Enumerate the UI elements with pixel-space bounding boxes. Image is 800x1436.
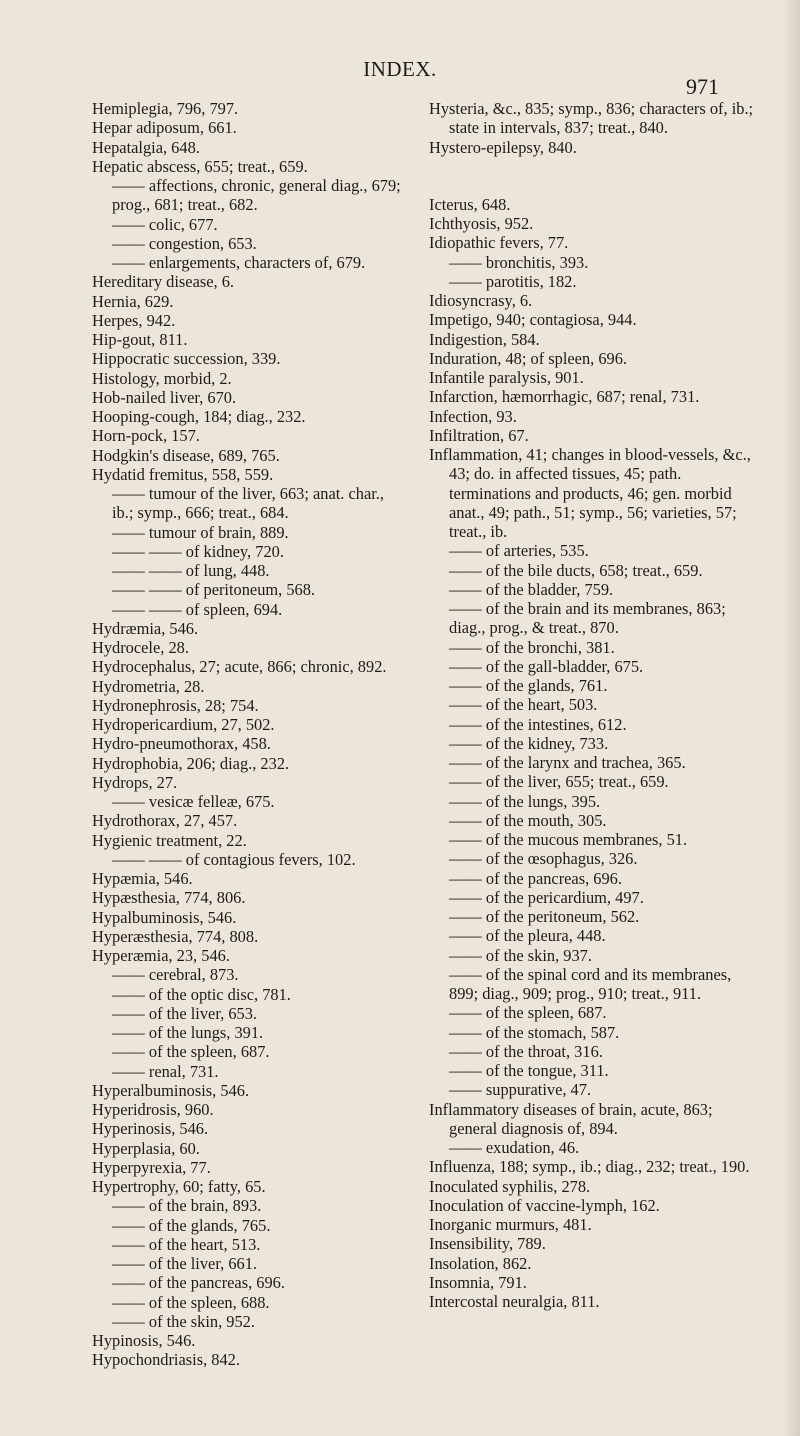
index-entry: Hyperæmia, 23, 546. [92,946,230,965]
index-subentry: —— colic, 677. [112,214,218,234]
index-entry: Hydrops, 27. [92,772,178,792]
index-subentry: —— of the tongue, 311. [449,1061,609,1080]
index-entry: Hydrocephalus, 27; acute, 866; chronic, 892. [92,657,387,677]
index-entry: Hereditary disease, 6. [92,272,234,292]
index-entry: Hypertrophy, 60; fatty, 65. [92,1177,266,1196]
index-entry: Impetigo, 940; contagiosa, 944. [429,310,637,330]
index-entry: Hysteria, &c., 835; symp., 836; characters of, ib.; state in intervals, 837; treat., 840. [429,99,754,138]
index-subentry: —— bronchitis, 393. [449,252,589,272]
index-entry: Hydropericardium, 27, 502. [92,715,275,734]
index-subentry: —— of the œsophagus, 326. [449,849,638,869]
index-subentry: —— of the liver, 655; treat., 659. [449,772,669,792]
index-subentry: —— of the bronchi, 381. [449,637,615,657]
index-entry: Hemiplegia, 796, 797. [92,99,239,118]
index-entry: Hyperidrosis, 960. [92,1100,214,1119]
page-edge-shadow [782,0,800,1436]
index-entry: Hernia, 629. [92,291,174,311]
index-subentry: —— —— of spleen, 694. [112,599,283,619]
index-subentry: —— congestion, 653. [112,233,257,253]
index-subentry: —— of the glands, 761. [449,676,608,695]
index-entry: Infiltration, 67. [429,425,529,445]
index-entry: Hypinosis, 546. [92,1331,196,1350]
index-subentry: —— vesicæ felleæ, 675. [112,792,275,811]
index-entry: Hygienic treatment, 22. [92,830,247,850]
index-entry: Horn-pock, 157. [92,426,200,446]
index-subentry: —— of the liver, 653. [112,1003,258,1023]
index-subentry: —— of the bile ducts, 658; treat., 659. [449,560,703,580]
index-entry: Hepatalgia, 648. [92,137,200,157]
index-subentry: —— of the pleura, 448. [449,926,606,946]
index-entry: Hepar adiposum, 661. [92,118,237,138]
index-entry: Icterus, 648. [429,194,511,214]
index-subentry: —— of the bladder, 759. [449,579,614,599]
index-subentry: —— exudation, 46. [449,1138,580,1157]
index-entry: Hyperpyrexia, 77. [92,1157,211,1177]
index-subentry: —— —— of lung, 448. [112,561,270,580]
index-entry: Infantile paralysis, 901. [429,368,584,387]
index-entry: Hypochondriasis, 842. [92,1350,240,1370]
index-entry: Hepatic abscess, 655; treat., 659. [92,156,308,176]
letter-section-gap [429,157,762,195]
index-subentry: —— of the intestines, 612. [449,714,627,734]
index-entry: Inflammatory diseases of brain, acute, 863; general diagnosis of, 894. [429,1099,713,1138]
index-subentry: —— of the pericardium, 497. [449,887,644,907]
index-subentry: —— of the spleen, 687. [112,1042,270,1062]
index-entry: Inorganic murmurs, 481. [429,1215,592,1234]
index-entry: Hippocratic succession, 339. [92,349,281,369]
index-entry: Insensibility, 789. [429,1234,546,1254]
index-subentry: —— of the gall-bladder, 675. [449,656,644,676]
index-entry: Hydrophobia, 206; diag., 232. [92,753,290,773]
index-subentry: —— of the peritoneum, 562. [449,907,640,926]
index-entry: Infarction, hæmorrhagic, 687; renal, 731. [429,387,700,407]
index-entry: Hip-gout, 811. [92,330,188,349]
index-subentry: —— cerebral, 873. [112,965,239,985]
index-subentry: —— of the mucous membranes, 51. [449,830,688,849]
index-subentry: —— —— of kidney, 720. [112,541,284,561]
page-number: 971 [686,74,719,99]
index-entry: Histology, morbid, 2. [92,368,232,388]
index-subentry: —— of the pancreas, 696. [112,1273,285,1293]
index-entry: Hooping-cough, 184; diag., 232. [92,407,306,426]
index-column-right [429,99,762,1311]
index-subentry: —— of the skin, 937. [449,945,592,965]
index-subentry: —— of the stomach, 587. [449,1022,620,1042]
index-entry: Hyperæsthesia, 774, 808. [92,926,259,946]
index-subentry: —— affections, chronic, general diag., 679; prog., 681; treat., 682. [112,176,401,215]
index-entry: Hydro-pneumothorax, 458. [92,734,271,754]
index-entry: Hydrothorax, 27, 457. [92,811,238,831]
index-subentry: —— parotitis, 182. [449,271,577,291]
index-entry: Hydrometria, 28. [92,676,205,696]
index-entry: Hydatid fremitus, 558, 559. [92,464,274,484]
index-subentry: —— of the skin, 952. [112,1311,255,1331]
index-subentry: —— of the throat, 316. [449,1041,603,1061]
index-entry: Influenza, 188; symp., ib.; diag., 232; treat., 190. [429,1157,750,1177]
index-entry: Hyperinosis, 546. [92,1119,209,1139]
index-subentry: —— of the larynx and trachea, 365. [449,753,686,772]
index-subentry: —— of the lungs, 391. [112,1023,264,1042]
index-entry: Hydræmia, 546. [92,618,199,638]
index-subentry: —— of the glands, 765. [112,1215,271,1235]
index-entry: Hodgkin's disease, 689, 765. [92,445,280,465]
index-entry: Insolation, 862. [429,1253,532,1273]
index-entry: Hydrocele, 28. [92,638,189,657]
index-entry: Hob-nailed liver, 670. [92,387,237,407]
index-subentry: —— of the spleen, 687. [449,1003,607,1023]
index-entry: Ichthyosis, 952. [429,214,534,233]
index-subentry: —— renal, 731. [112,1061,219,1081]
index-subentry: —— suppurative, 47. [449,1080,592,1100]
index-subentry: —— of the pancreas, 696. [449,868,622,888]
index-entry: Infection, 93. [429,406,517,426]
index-subentry: —— of the liver, 661. [112,1254,258,1273]
index-subentry: —— of the brain and its membranes, 863; diag., prog., & treat., 870. [449,599,726,638]
index-subentry: —— enlargements, characters of, 679. [112,253,366,272]
index-entry: Intercostal neuralgia, 811. [429,1292,600,1311]
index-subentry: —— of the optic disc, 781. [112,984,291,1004]
index-entry: Idiopathic fevers, 77. [429,233,569,253]
index-entry: Inflammation, 41; changes in blood-vessels, &c., 43; do. in affected tissues, 45; path. terminations and products, 46; gen. morbid anat., 49; path., 51; symp., 56; varieties, 57; treat., ib. [429,445,751,541]
index-subentry: —— of the lungs, 395. [449,791,601,811]
index-entry: Hydronephrosis, 28; 754. [92,695,259,715]
index-subentry: —— of arteries, 535. [449,541,589,561]
index-entry: Hyperplasia, 60. [92,1138,200,1158]
running-header: INDEX. [363,57,437,81]
index-entry: Hypalbuminosis, 546. [92,907,237,927]
index-entry: Induration, 48; of spleen, 696. [429,348,628,368]
index-entry: Inoculation of vaccine-lymph, 162. [429,1195,660,1215]
index-entry: Hyperalbuminosis, 546. [92,1080,250,1100]
index-entry: Herpes, 942. [92,310,176,330]
index-subentry: —— of the kidney, 733. [449,733,609,753]
index-subentry: —— of the mouth, 305. [449,810,607,830]
index-entry: Hypæmia, 546. [92,869,193,888]
index-column-left [92,99,402,1370]
index-subentry: —— tumour of brain, 889. [112,522,289,542]
index-subentry: —— tumour of the liver, 663; anat. char., ib.; symp., 666; treat., 684. [112,484,384,523]
index-entry: Inoculated syphilis, 278. [429,1176,591,1196]
index-entry: Idiosyncrasy, 6. [429,291,533,310]
index-subentry: —— of the heart, 503. [449,695,598,715]
index-entry: Indigestion, 584. [429,329,540,349]
index-subentry: —— of the spleen, 688. [112,1292,270,1312]
index-subentry: —— —— of contagious fevers, 102. [112,849,356,869]
index-entry: Insomnia, 791. [429,1272,527,1292]
index-entry: Hystero-epilepsy, 840. [429,137,577,157]
index-subentry: —— of the brain, 893. [112,1196,262,1216]
index-subentry: —— of the heart, 513. [112,1234,261,1254]
index-entry: Hypæsthesia, 774, 806. [92,888,246,908]
index-subentry: —— —— of peritoneum, 568. [112,580,316,600]
index-subentry: —— of the spinal cord and its membranes, 899; diag., 909; prog., 910; treat., 911. [449,964,732,1003]
